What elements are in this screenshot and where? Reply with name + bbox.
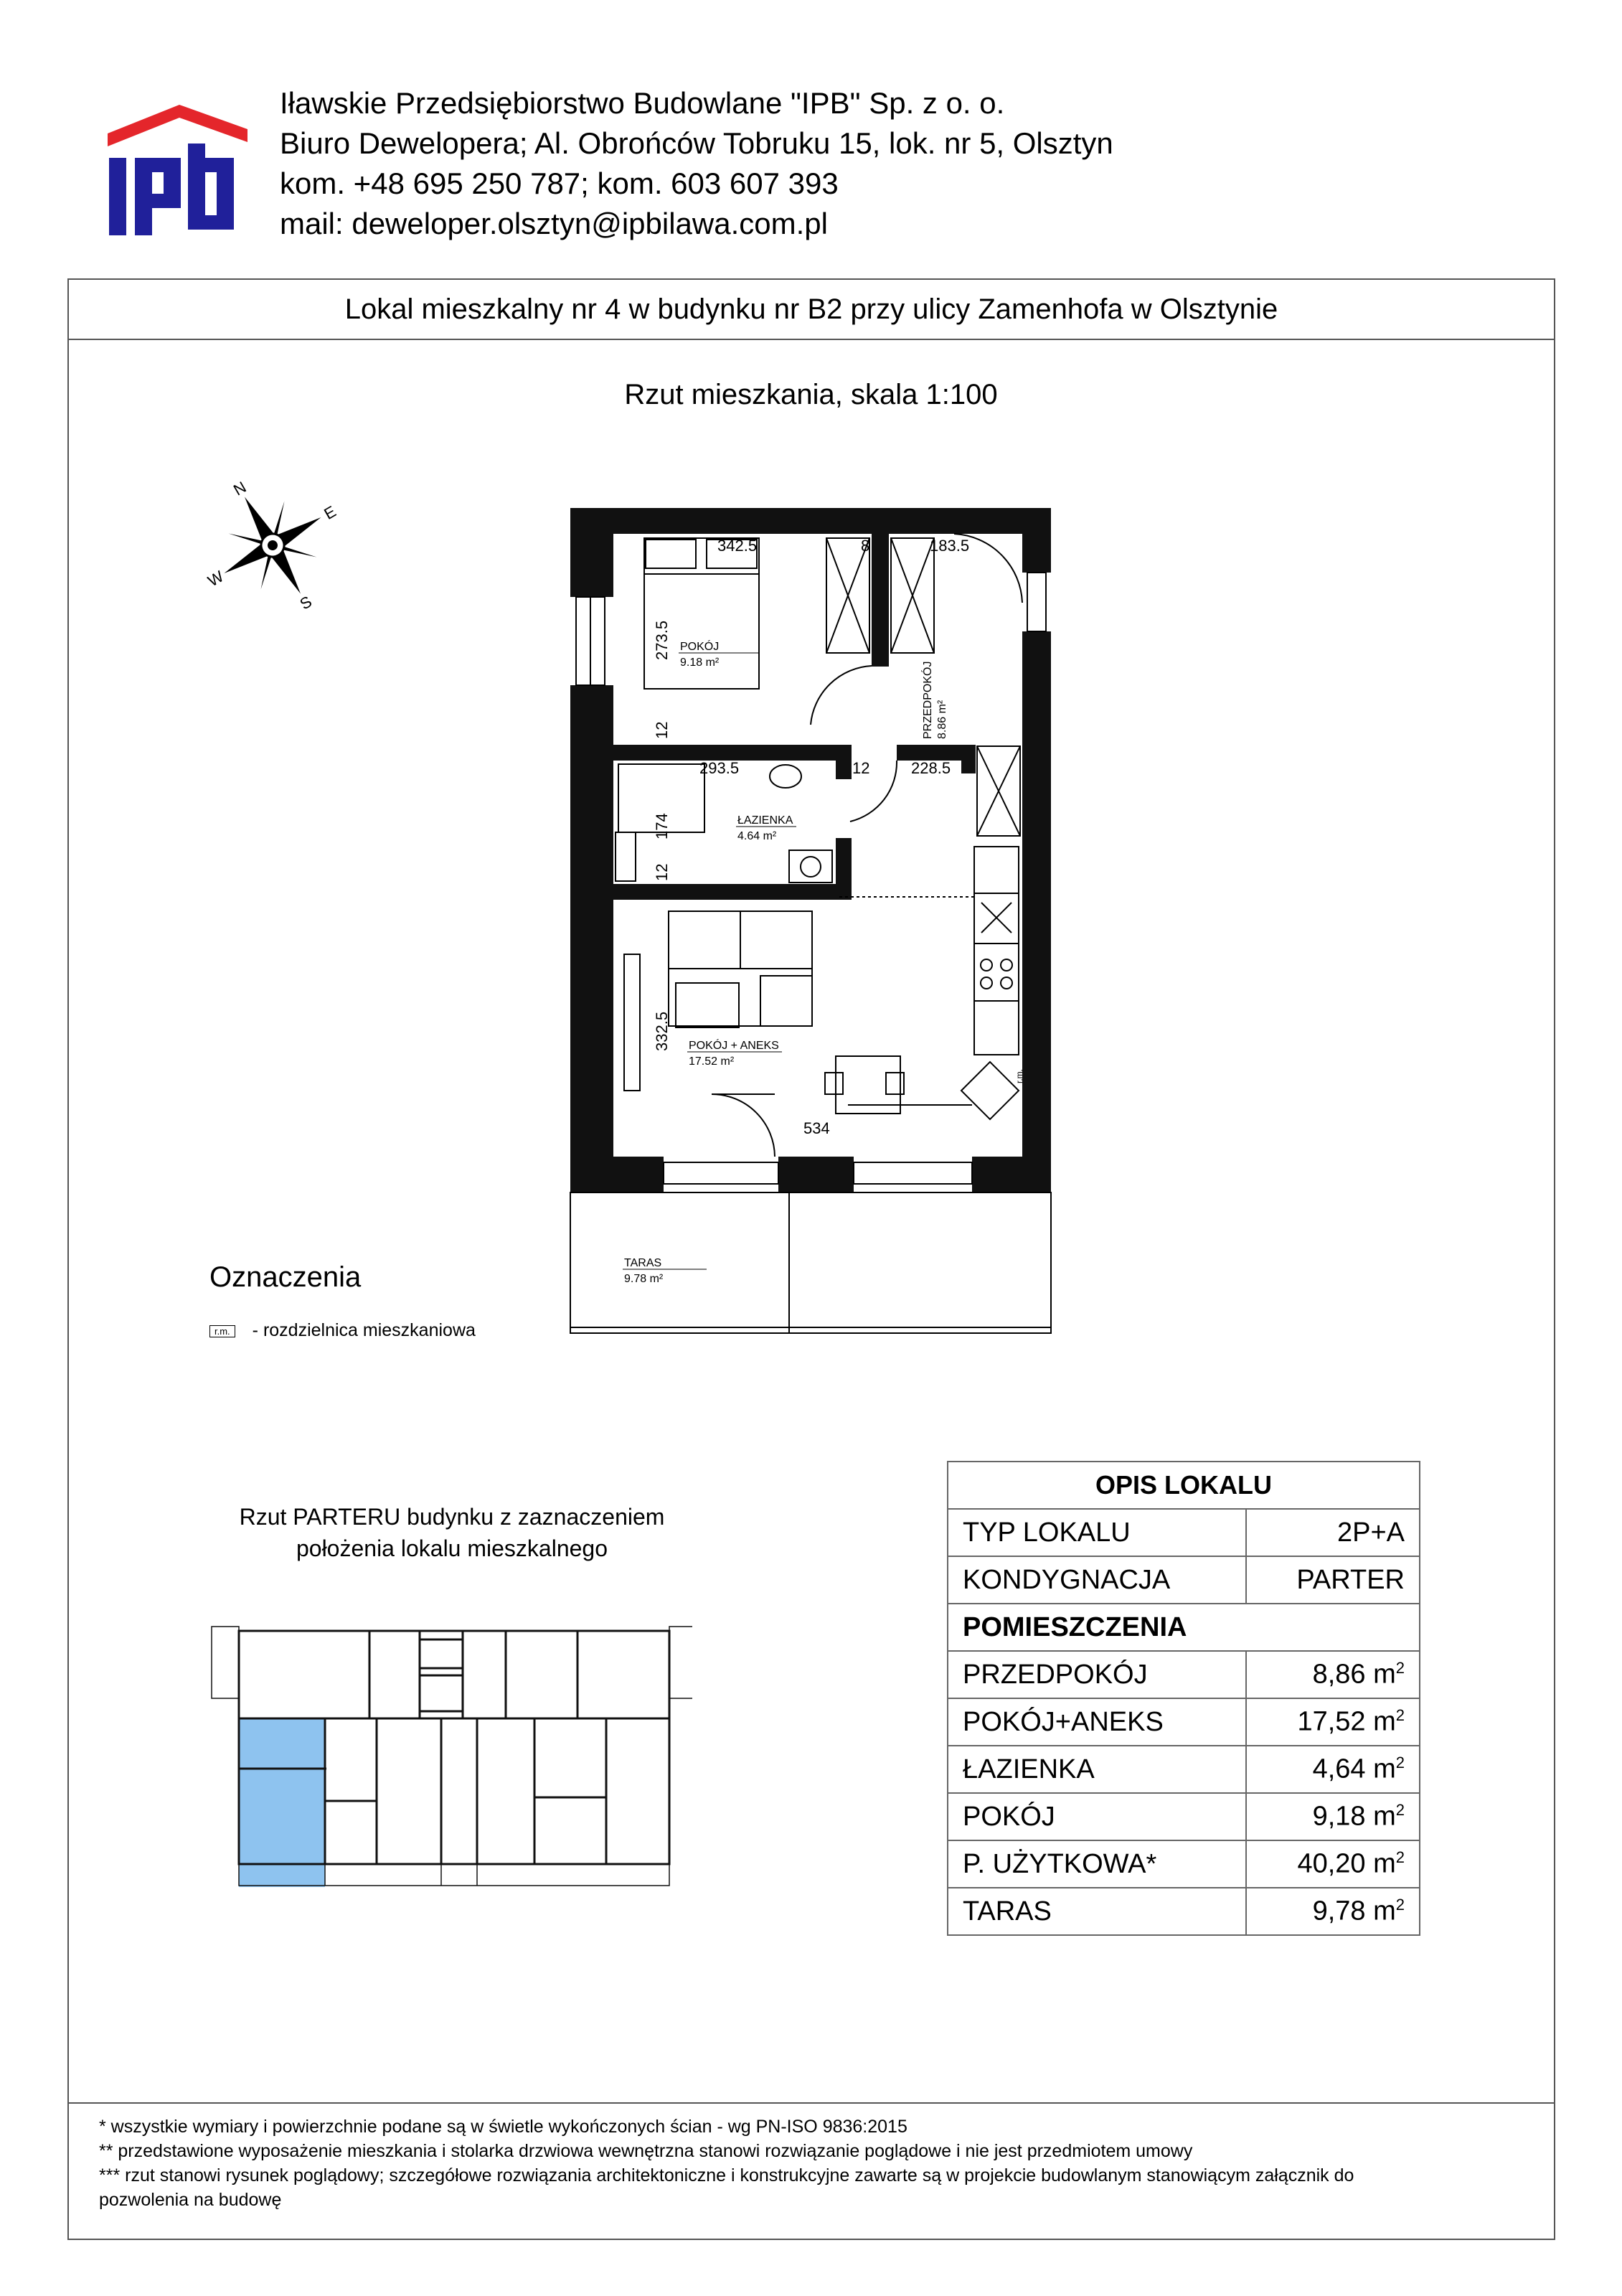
- dim-174: 174: [653, 813, 671, 839]
- ipb-logo: [100, 100, 258, 244]
- dim-342-5: 342.5: [717, 537, 758, 555]
- table-heading: OPIS LOKALU: [948, 1462, 1420, 1509]
- room-label: ŁAZIENKA: [948, 1746, 1246, 1793]
- compass-w: W: [204, 567, 227, 591]
- logo-p: [135, 158, 181, 235]
- legend-item: [209, 1320, 476, 1341]
- logo-roof: [108, 105, 247, 146]
- room-lazienka-name: ŁAZIENKA: [737, 814, 793, 827]
- dim-534: 534: [803, 1119, 830, 1137]
- office-address: Biuro Dewelopera; Al. Obrońców Tobruku 15, lok. nr 5, Olsztyn: [280, 126, 1113, 160]
- logo-b: [188, 144, 234, 230]
- room-label: PRZEDPOKÓJ: [948, 1651, 1246, 1698]
- room-area: 9,78 $m^2$: [1246, 1888, 1420, 1935]
- room-area: 8,86 $m^2$: [1246, 1651, 1420, 1698]
- footnote-2: ** przedstawione wyposażenie mieszkania i stolarka drzwiowa wewnętrzna stanowi rozwiązanie poglądowe i nie jest przedmiotem umowy: [99, 2141, 1193, 2161]
- row-value: PARTER: [1246, 1556, 1420, 1604]
- compass-e: E: [321, 502, 339, 523]
- dim-273-5: 273.5: [653, 620, 671, 660]
- dim-293-5: 293.5: [699, 759, 740, 777]
- room-przedpokoj-name: PRZEDPOKÓJ: [922, 661, 934, 739]
- dim-8: 8: [861, 537, 870, 555]
- row-label: TYP LOKALU: [948, 1509, 1246, 1556]
- dim-183-5: 183.5: [930, 537, 970, 555]
- room-label: POKÓJ: [948, 1793, 1246, 1840]
- room-label: POKÓJ+ANEKS: [948, 1698, 1246, 1746]
- room-label: TARAS: [948, 1888, 1246, 1935]
- contact-email[interactable]: mail: deweloper.olsztyn@ipbilawa.com.pl: [280, 207, 828, 240]
- room-aneks-area: 17.52 m²: [689, 1055, 735, 1068]
- logo-i: [109, 158, 126, 235]
- ground-floor-caption-line1: Rzut PARTERU budynku z zaznaczeniem: [239, 1504, 665, 1530]
- dim-12-b: 12: [852, 759, 870, 777]
- dim-12-a: 12: [653, 721, 671, 739]
- compass-rose: [201, 474, 344, 617]
- table-row: [948, 1556, 1420, 1604]
- footnote-1: * wszystkie wymiary i powierzchnie podane są w świetle wykończonych ścian - wg PN-ISO 9836:2015: [99, 2117, 907, 2137]
- footnote-3: *** rzut stanowi rysunek poglądowy; szczegółowe rozwiązania architektoniczne i konstrukcyjne zawarte są w projekcie budowlanym stanowiącym załącznik do: [99, 2165, 1354, 2186]
- legend-rm-text: - rozdzielnica mieszkaniowa: [252, 1320, 476, 1340]
- dim-332-5: 332.5: [653, 1011, 671, 1051]
- company-name: Iławskie Przedsiębiorstwo Budowlane "IPB" Sp. z o. o.: [280, 86, 1005, 120]
- row-label: KONDYGNACJA: [948, 1556, 1246, 1604]
- table-section-row: [948, 1604, 1420, 1651]
- room-area: 17,52 $m^2$: [1246, 1698, 1420, 1746]
- room-przedpokoj-area: 8.86 m²: [936, 700, 948, 739]
- table-row: [948, 1840, 1420, 1888]
- table-row: [948, 1746, 1420, 1793]
- room-pokoj-area: 9.18 m²: [680, 657, 720, 669]
- table-header-row: [948, 1462, 1420, 1509]
- room-lazienka-area: 4.64 m²: [737, 830, 777, 842]
- footnote-4: pozwolenia na budowę: [99, 2190, 282, 2210]
- apartment-floor-plan: [560, 502, 1076, 1342]
- room-area: 9,18 $m^2$: [1246, 1793, 1420, 1840]
- room-taras-area: 9.78 m²: [624, 1273, 664, 1285]
- room-label: P. UŻYTKOWA*: [948, 1840, 1246, 1888]
- dim-228-5: 228.5: [911, 759, 951, 777]
- legend-heading: Oznaczenia: [209, 1261, 362, 1293]
- section-heading: POMIESZCZENIA: [948, 1604, 1420, 1651]
- row-value: 2P+A: [1246, 1509, 1420, 1556]
- dim-12-c: 12: [653, 863, 671, 881]
- compass-n: N: [230, 477, 250, 499]
- room-pokoj-name: POKÓJ: [680, 641, 720, 653]
- table-row: [948, 1888, 1420, 1935]
- compass-s: S: [296, 592, 315, 613]
- room-area: 40,20 $m^2$: [1246, 1840, 1420, 1888]
- footer-divider: [67, 2102, 1555, 2104]
- ground-floor-caption: [179, 1501, 725, 1564]
- apartment-description-table: [947, 1461, 1420, 1936]
- ground-floor-caption-line2: położenia lokalu mieszkalnego: [296, 1535, 608, 1561]
- ground-floor-key-plan: [204, 1618, 692, 1891]
- rm-marker: r.m.: [1014, 1069, 1024, 1083]
- phone-numbers: kom. +48 695 250 787; kom. 603 607 393: [280, 166, 839, 200]
- room-area: 4,64 $m^2$: [1246, 1746, 1420, 1793]
- legend-rm-box: r.m.: [209, 1325, 235, 1337]
- room-taras-name: TARAS: [624, 1257, 662, 1269]
- table-row: [948, 1793, 1420, 1840]
- plan-caption: Rzut mieszkania, skala 1:100: [624, 379, 998, 410]
- table-row: [948, 1651, 1420, 1698]
- room-aneks-name: POKÓJ + ANEKS: [689, 1040, 779, 1052]
- table-row: [948, 1698, 1420, 1746]
- table-row: [948, 1509, 1420, 1556]
- document-title: Lokal mieszkalny nr 4 w budynku nr B2 przy ulicy Zamenhofa w Olsztynie: [67, 278, 1555, 340]
- apartment-highlight: [239, 1718, 325, 1887]
